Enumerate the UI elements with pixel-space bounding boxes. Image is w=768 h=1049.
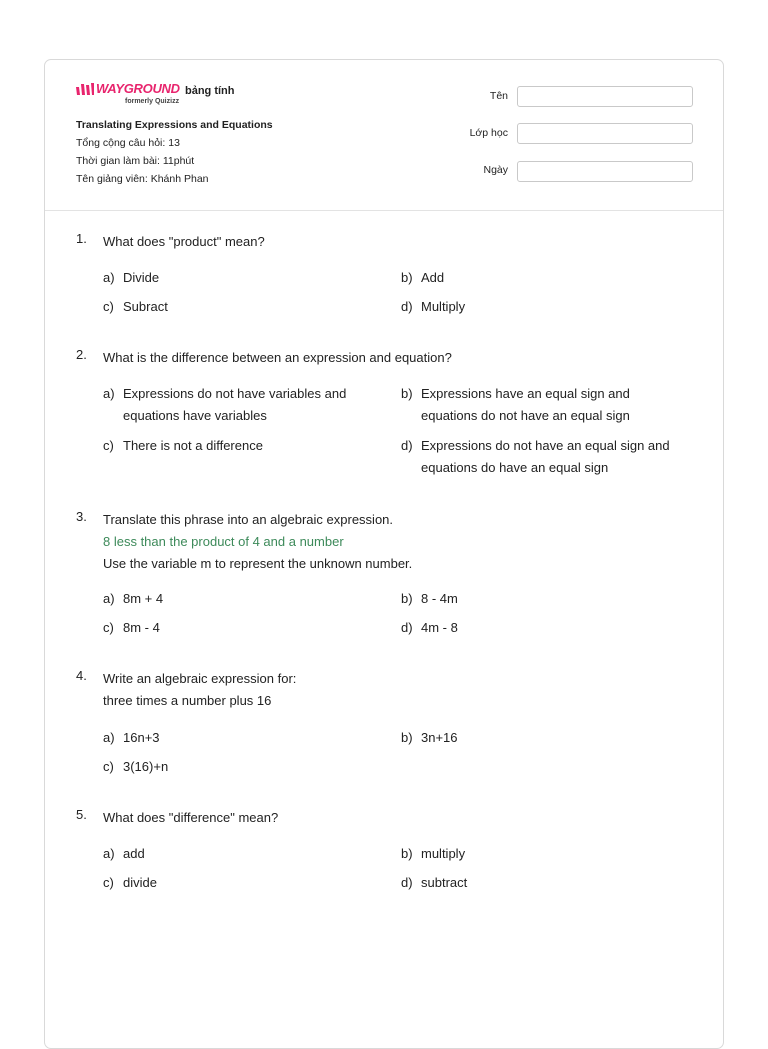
worksheet-header: [45, 60, 723, 211]
question-highlight-phrase: 8 less than the product of 4 and a number: [103, 534, 344, 549]
option-text: 8 - 4m: [421, 591, 458, 606]
question-line: What does "difference" mean?: [103, 810, 279, 825]
question-text: [103, 509, 412, 575]
option-letter: a): [103, 846, 115, 861]
question-line: Use the variable m to represent the unknown number.: [103, 556, 413, 571]
question-line: Translate this phrase into an algebraic expression.: [103, 512, 394, 527]
class-label: Lớp học: [469, 127, 508, 139]
option-letter: a): [103, 386, 115, 401]
option-text: multiply: [421, 846, 466, 861]
option-letter: a): [103, 270, 115, 285]
total-questions: Tổng cộng câu hỏi: 13: [76, 137, 180, 149]
option-letter: c): [103, 438, 114, 453]
name-field[interactable]: [517, 86, 693, 107]
question-text: [103, 231, 265, 253]
option-letter: c): [103, 759, 114, 774]
logo-wordmark: WAYGROUND: [96, 81, 180, 96]
option-letter: a): [103, 730, 115, 745]
option-text: Add: [421, 270, 445, 285]
option-letter: c): [103, 620, 114, 635]
option-letter: b): [401, 591, 413, 606]
question-number: 2.: [76, 347, 87, 362]
option-text: 4m - 8: [421, 620, 458, 635]
option-text: Expressions do not have variables and equations have variables: [123, 386, 347, 423]
option-letter: d): [401, 875, 413, 890]
option-letter: b): [401, 846, 413, 861]
question-text: [103, 668, 296, 712]
option-letter: c): [103, 299, 114, 314]
option-letter: b): [401, 730, 413, 745]
worksheet-page: [44, 59, 724, 1049]
option-text: 16n+3: [123, 730, 160, 745]
question-number: 1.: [76, 231, 87, 246]
class-field[interactable]: [517, 123, 693, 144]
option-letter: d): [401, 438, 413, 453]
question-number: 3.: [76, 509, 87, 524]
option-text: 3n+16: [421, 730, 458, 745]
option-text: Subract: [123, 299, 168, 314]
document-type: bảng tính: [185, 85, 235, 97]
question-line: What does "product" mean?: [103, 234, 265, 249]
option-letter: b): [401, 386, 413, 401]
option-letter: a): [103, 591, 115, 606]
option-text: Divide: [123, 270, 160, 285]
option-text: 3(16)+n: [123, 759, 169, 774]
wayground-logo: [76, 81, 180, 107]
date-label: Ngày: [483, 164, 508, 176]
question-line: Write an algebraic expression for:: [103, 671, 297, 686]
option-text: Expressions do not have an equal sign and equations do have an equal sign: [421, 438, 670, 475]
date-field[interactable]: [517, 161, 693, 182]
option-text: Multiply: [421, 299, 466, 314]
time-limit: Thời gian làm bài: 11phút: [76, 155, 195, 167]
question-line: three times a number plus 16: [103, 693, 272, 708]
question-number: 5.: [76, 807, 87, 822]
question-line: What is the difference between an expression and equation?: [103, 350, 452, 365]
option-text: Expressions have an equal sign and equations do not have an equal sign: [421, 386, 630, 423]
name-label: Tên: [489, 90, 508, 102]
option-letter: d): [401, 620, 413, 635]
question-number: 4.: [76, 668, 87, 683]
option-text: subtract: [421, 875, 468, 890]
option-letter: c): [103, 875, 114, 890]
worksheet-title: Translating Expressions and Equations: [76, 119, 273, 131]
option-text: There is not a difference: [123, 438, 263, 453]
option-letter: d): [401, 299, 413, 314]
option-letter: b): [401, 270, 413, 285]
question-text: [103, 807, 278, 829]
teacher-name: Tên giảng viên: Khánh Phan: [76, 173, 209, 185]
option-text: 8m + 4: [123, 591, 164, 606]
wayground-logo-mark-icon: [76, 83, 94, 95]
option-text: 8m - 4: [123, 620, 160, 635]
question-text: [103, 347, 452, 369]
logo-subtext: formerly Quizizz: [125, 98, 180, 105]
option-text: divide: [123, 875, 157, 890]
option-text: add: [123, 846, 145, 861]
